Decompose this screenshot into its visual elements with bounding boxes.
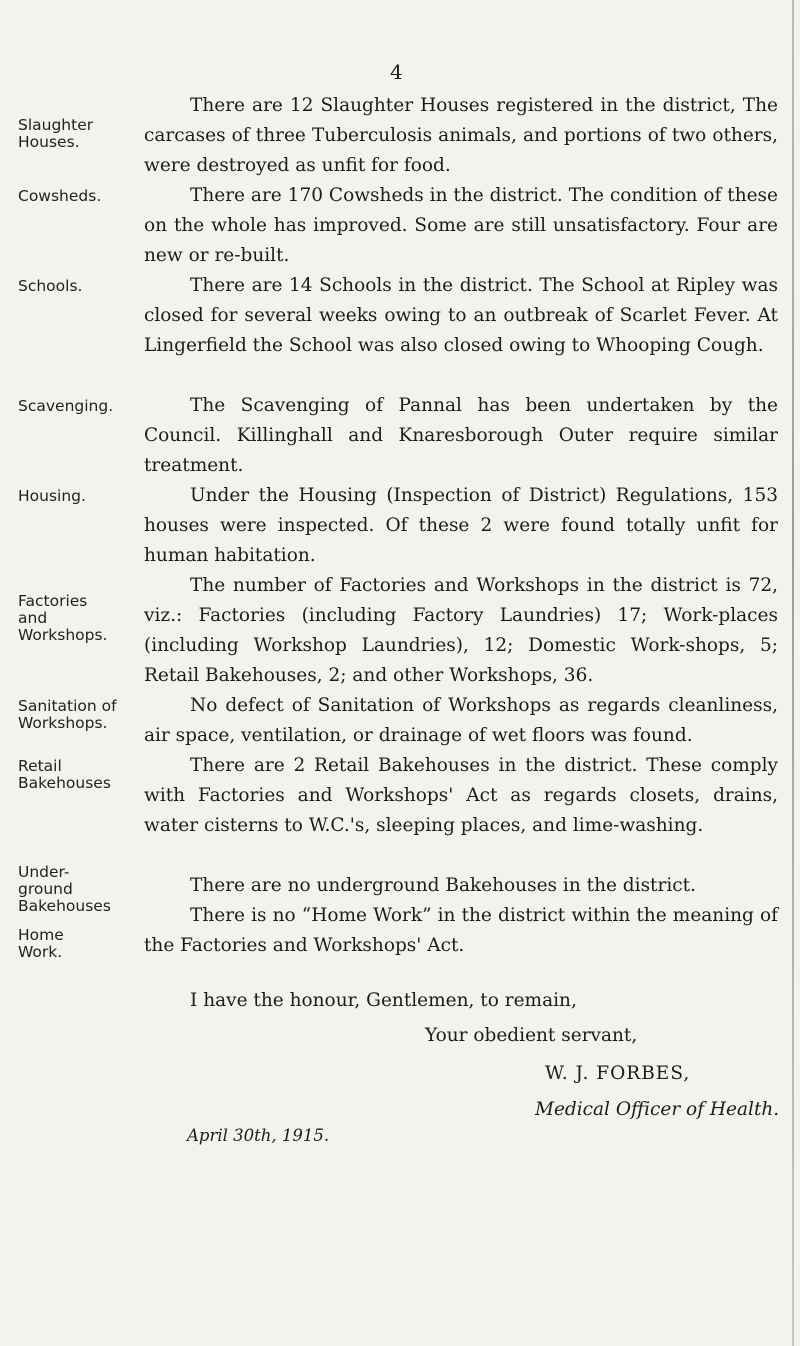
signatory-title: Medical Officer of Health. (535, 1099, 780, 1120)
paragraph-cowsheds: There are 170 Cowsheds in the district. The condition of these on the whole has improved. Some are still unsatisfactory. Four are new or re-built. (144, 185, 778, 266)
paragraph-slaughter-houses: There are 12 Slaughter Houses registered in the district, The carcases of three Tuberculosis animals, and portions of two others, were destroyed as unfit for food. (144, 95, 778, 176)
paragraph-factories-workshops: The number of Factories and Workshops in the district is 72, viz.: Factories (including Factory Laundries) 17; Work-places (including Workshop Laundries), 12; Domestic Work-shops, 5; Retail Bakehouses, 2; and other Workshops, 36. (144, 575, 778, 686)
paragraph-schools: There are 14 Schools in the district. The School at Ripley was closed for several weeks owing to an outbreak of Scarlet Fever. At Lingerfield the School was also closed owing to Whooping Cough. (144, 275, 778, 356)
margin-heading-schools: Schools. (18, 277, 83, 295)
paragraph-scavenging: The Scavenging of Pannal has been undertaken by the Council. Killinghall and Knaresborough Outer require similar treatment. (144, 395, 778, 476)
margin-heading-underground-bakehouses: Under- ground Bakehouses (18, 863, 111, 915)
margin-heading-scavenging: Scavenging. (18, 397, 114, 415)
margin-heading-retail-bakehouses: Retail Bakehouses (18, 757, 111, 792)
closing-line: I have the honour, Gentlemen, to remain, (190, 990, 577, 1011)
closing-servant: Your obedient servant, (425, 1025, 638, 1046)
letter-date: April 30th, 1915. (187, 1126, 330, 1145)
page-edge (792, 0, 794, 1346)
paragraph-underground-bakehouses: There are no underground Bakehouses in the district. (190, 875, 696, 896)
signatory-name: W. J. FORBES, (545, 1063, 691, 1084)
margin-heading-cowsheds: Cowsheds. (18, 187, 102, 205)
margin-heading-home-work: Home Work. (18, 926, 64, 961)
paragraph-housing: Under the Housing (Inspection of District) Regulations, 153 houses were inspected. Of these 2 were found totally unfit for human habitation. (144, 485, 778, 566)
paragraph-sanitation-workshops: No defect of Sanitation of Workshops as regards cleanliness, air space, ventilation, or drainage of wet floors was found. (144, 695, 778, 746)
margin-heading-housing: Housing. (18, 487, 86, 505)
margin-heading-slaughter-houses: Slaughter Houses. (18, 116, 94, 151)
paragraph-retail-bakehouses: There are 2 Retail Bakehouses in the district. These comply with Factories and Workshops' Act as regards closets, drains, water cisterns to W.C.'s, sleeping places, and lime-washing. (144, 755, 778, 836)
page-number: 4 (390, 60, 403, 84)
margin-heading-sanitation-workshops: Sanitation of Workshops. (18, 697, 117, 732)
margin-heading-factories-workshops: Factories and Workshops. (18, 592, 108, 644)
paragraph-home-work: There is no “Home Work” in the district within the meaning of the Factories and Workshops' Act. (144, 905, 778, 956)
